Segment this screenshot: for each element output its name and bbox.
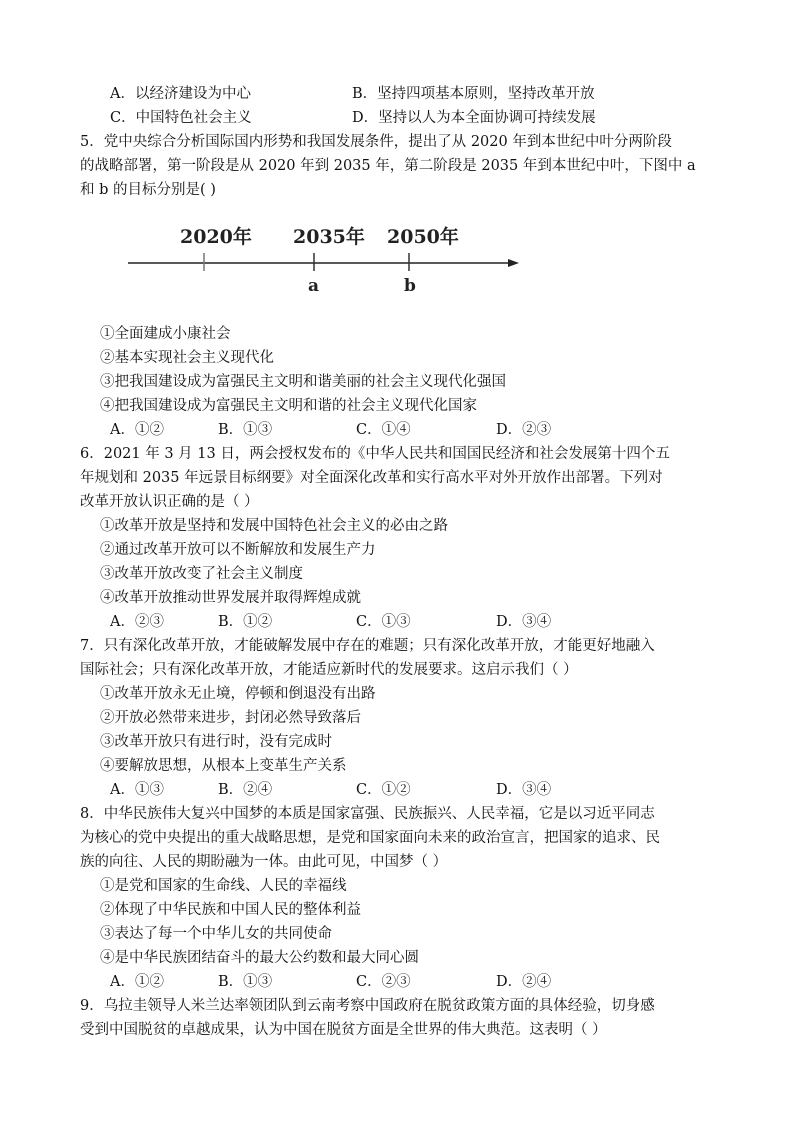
q8-stem-line-2: 为核心的党中央提出的重大战略思想，是党和国家面向未来的政治宣言，把国家的追求、民 bbox=[80, 830, 660, 846]
q9-stem-line-1: 9．乌拉圭领导人米兰达率领团队到云南考察中国政府在脱贫政策方面的具体经验，切身感 bbox=[80, 998, 655, 1014]
q7-item-3: ③改革开放只有进行时，没有完成时 bbox=[100, 734, 332, 750]
q6-item-4: ④改革开放推动世界发展并取得辉煌成就 bbox=[100, 590, 361, 606]
q4-option-a: A．以经济建设为中心 bbox=[110, 86, 251, 102]
q7-option-d: D．③④ bbox=[496, 782, 552, 798]
q6-item-3: ③改革开放改变了社会主义制度 bbox=[100, 566, 303, 582]
q6-option-d: D．③④ bbox=[496, 614, 552, 630]
q9-stem-line-2: 受到中国脱贫的卓越成果，认为中国在脱贫方面是全世界的伟大典范。这表明（ ） bbox=[80, 1022, 607, 1038]
q5-option-a: A．①② bbox=[110, 422, 164, 438]
q8-stem-line-3: 族的向往、人民的期盼融为一体。由此可见，中国梦（ ） bbox=[80, 854, 448, 870]
q7-option-b: B．②④ bbox=[218, 782, 273, 798]
q5-option-d: D．②③ bbox=[496, 422, 552, 438]
q8-item-1: ①是党和国家的生命线、人民的幸福线 bbox=[100, 878, 347, 894]
q5-item-1: ①全面建成小康社会 bbox=[100, 326, 231, 342]
q7-option-a: A．①③ bbox=[110, 782, 164, 798]
timeline-mark-a: a bbox=[308, 276, 320, 295]
q8-option-d: D．②④ bbox=[496, 974, 552, 990]
timeline-year-2050: 2050年 bbox=[387, 226, 459, 248]
timeline-mark-b: b bbox=[404, 276, 416, 295]
q6-option-b: B．①② bbox=[218, 614, 273, 630]
q7-item-2: ②开放必然带来进步，封闭必然导致落后 bbox=[100, 710, 361, 726]
q8-item-3: ③表达了每一个中华儿女的共同使命 bbox=[100, 926, 332, 942]
q8-option-a: A．①② bbox=[110, 974, 164, 990]
q4-option-c: C．中国特色社会主义 bbox=[110, 110, 252, 126]
timeline-year-2035: 2035年 bbox=[293, 226, 365, 248]
q6-option-c: C．①③ bbox=[356, 614, 411, 630]
q5-stem-line-3: 和 b 的目标分别是( ) bbox=[80, 182, 216, 198]
q4-option-b: B．坚持四项基本原则，坚持改革开放 bbox=[352, 86, 595, 102]
q5-stem-line-2: 的战略部署，第一阶段是从 2020 年到 2035 年，第二阶段是 2035 年到本世纪中叶，下图中 a bbox=[80, 158, 696, 174]
q7-item-1: ①改革开放永无止境，停顿和倒退没有出路 bbox=[100, 686, 376, 702]
q6-stem-line-2: 年规划和 2035 年远景目标纲要》对全面深化改革和实行高水平对外开放作出部署。下列对 bbox=[80, 470, 663, 486]
q7-stem-line-1: 7．只有深化改革开放，才能破解发展中存在的难题；只有深化改革开放，才能更好地融入 bbox=[80, 638, 655, 654]
q8-option-c: C．②③ bbox=[356, 974, 411, 990]
q6-item-2: ②通过改革开放可以不断解放和发展生产力 bbox=[100, 542, 376, 558]
q5-item-3: ③把我国建设成为富强民主文明和谐美丽的社会主义现代化强国 bbox=[100, 374, 506, 390]
q5-stem-line-1: 5．党中央综合分析国际国内形势和我国发展条件，提出了从 2020 年到本世纪中叶分两阶段 bbox=[80, 134, 672, 150]
timeline-year-2020: 2020年 bbox=[180, 226, 252, 248]
timeline-diagram bbox=[128, 215, 528, 295]
q7-option-c: C．①② bbox=[356, 782, 411, 798]
q5-option-b: B．①③ bbox=[218, 422, 273, 438]
q8-option-b: B．①③ bbox=[218, 974, 273, 990]
q6-option-a: A．②③ bbox=[110, 614, 164, 630]
q7-item-4: ④要解放思想，从根本上变革生产关系 bbox=[100, 758, 347, 774]
q4-option-d: D．坚持以人为本全面协调可持续发展 bbox=[352, 110, 596, 126]
q5-item-4: ④把我国建设成为富强民主文明和谐的社会主义现代化国家 bbox=[100, 398, 477, 414]
q6-item-1: ①改革开放是坚持和发展中国特色社会主义的必由之路 bbox=[100, 518, 448, 534]
q8-stem-line-1: 8．中华民族伟大复兴中国梦的本质是国家富强、民族振兴、人民幸福，它是以习近平同志 bbox=[80, 806, 655, 822]
q6-stem-line-3: 改革开放认识正确的是（ ） bbox=[80, 494, 259, 510]
q5-option-c: C．①④ bbox=[356, 422, 411, 438]
q8-item-4: ④是中华民族团结奋斗的最大公约数和最大同心圆 bbox=[100, 950, 419, 966]
q6-stem-line-1: 6．2021 年 3 月 13 日，两会授权发布的《中华人民共和国国民经济和社会发展第十四个五 bbox=[80, 446, 670, 462]
q5-item-2: ②基本实现社会主义现代化 bbox=[100, 350, 274, 366]
q8-item-2: ②体现了中华民族和中国人民的整体利益 bbox=[100, 902, 361, 918]
q7-stem-line-2: 国际社会；只有深化改革开放，才能适应新时代的发展要求。这启示我们（ ） bbox=[80, 662, 578, 678]
